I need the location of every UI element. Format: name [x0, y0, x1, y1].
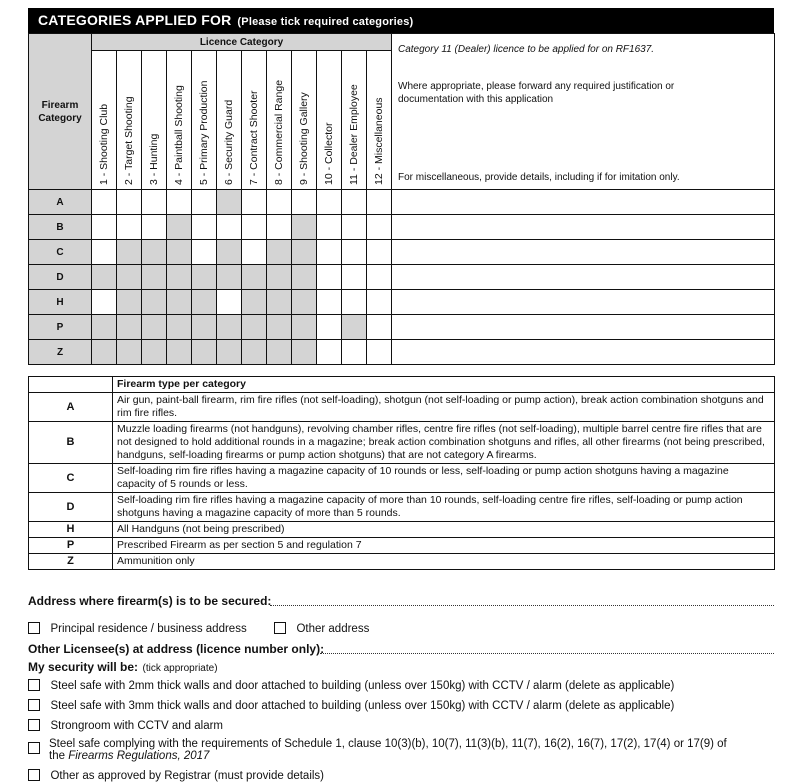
grid-tick-cell[interactable]: [267, 190, 292, 215]
grid-tick-cell[interactable]: [192, 215, 217, 240]
licence-column-label: 2 - Target Shooting: [123, 96, 135, 185]
grid-tick-cell[interactable]: [317, 265, 342, 290]
grid-cell-unavailable: [92, 315, 117, 340]
grid-cell-unavailable: [292, 290, 317, 315]
firearm-type-row: [29, 493, 775, 522]
licence-column-label: 11 - Dealer Employee: [348, 84, 360, 185]
grid-cell-unavailable: [242, 265, 267, 290]
grid-cell-unavailable: [267, 265, 292, 290]
firearm-types-table: [28, 376, 775, 570]
grid-row: [29, 290, 775, 315]
grid-tick-cell[interactable]: [92, 190, 117, 215]
grid-cell-unavailable: [342, 315, 367, 340]
security-strongroom-label: Strongroom with CCTV and alarm: [50, 720, 224, 732]
grid-cell-unavailable: [142, 240, 167, 265]
firearm-type-row: [29, 393, 775, 422]
grid-cell-unavailable: [167, 340, 192, 365]
grid-notes: [392, 34, 775, 190]
grid-cell-unavailable: [267, 240, 292, 265]
other-address-label: Other address: [296, 623, 370, 635]
security-strongroom-checkbox[interactable]: [28, 719, 40, 731]
types-header: Firearm type per category: [113, 377, 775, 393]
firearm-type-row: [29, 522, 775, 538]
grid-notes-cell: [392, 290, 775, 315]
grid-cell-unavailable: [192, 265, 217, 290]
principal-residence-label: Principal residence / business address: [50, 623, 247, 635]
grid-cell-unavailable: [117, 340, 142, 365]
address-line[interactable]: [270, 605, 774, 606]
security-schedule-line2: the Firearms Regulations, 2017: [49, 750, 210, 762]
grid-cell-unavailable: [242, 340, 267, 365]
grid-row: [29, 190, 775, 215]
licence-column-header: [242, 51, 267, 190]
firearm-category-label: P: [29, 315, 92, 340]
grid-tick-cell[interactable]: [367, 240, 392, 265]
grid-tick-cell[interactable]: [142, 190, 167, 215]
grid-cell-unavailable: [267, 290, 292, 315]
security-other-checkbox[interactable]: [28, 769, 40, 781]
security-option-2mm[interactable]: [28, 676, 674, 694]
grid-tick-cell[interactable]: [367, 315, 392, 340]
firearm-type-description: Muzzle loading firearms (not handguns), revolving chamber rifles, centre fire rifles (not self-loading), multiple barrel centre fire rifles that are not designed to hold additional rounds in a magazine; break action combination shotguns and rifles, all other firearms (not being prescribed, handguns, self-loading firearms or pump action shotguns) that are not category A firearms.: [113, 422, 775, 464]
grid-cell-unavailable: [117, 240, 142, 265]
firearm-type-row: [29, 422, 775, 464]
grid-tick-cell[interactable]: [242, 215, 267, 240]
grid-cell-unavailable: [167, 315, 192, 340]
grid-cell-unavailable: [142, 340, 167, 365]
grid-cell-unavailable: [292, 265, 317, 290]
grid-tick-cell[interactable]: [217, 215, 242, 240]
grid-row: [29, 315, 775, 340]
grid-cell-unavailable: [167, 215, 192, 240]
grid-cell-unavailable: [142, 315, 167, 340]
grid-cell-unavailable: [242, 290, 267, 315]
grid-tick-cell[interactable]: [117, 190, 142, 215]
grid-cell-unavailable: [92, 340, 117, 365]
licence-column-label: 1 - Shooting Club: [98, 103, 110, 185]
security-option-3mm[interactable]: [28, 696, 674, 714]
grid-cell-unavailable: [167, 265, 192, 290]
grid-notes-cell: [392, 240, 775, 265]
section-title: CATEGORIES APPLIED FOR (Please tick required categories): [38, 12, 414, 28]
grid-cell-unavailable: [192, 290, 217, 315]
licence-column-header: [317, 51, 342, 190]
other-address-option[interactable]: [274, 619, 369, 637]
grid-cell-unavailable: [267, 315, 292, 340]
licence-category-header: Licence Category: [92, 34, 392, 51]
grid-tick-cell[interactable]: [242, 190, 267, 215]
licence-column-header: [342, 51, 367, 190]
grid-cell-unavailable: [167, 290, 192, 315]
grid-tick-cell[interactable]: [342, 265, 367, 290]
grid-tick-cell[interactable]: [317, 190, 342, 215]
firearm-category-label: H: [29, 290, 92, 315]
licence-column-label: 6 - Security Guard: [223, 99, 235, 185]
grid-notes-cell: [392, 340, 775, 365]
grid-tick-cell[interactable]: [367, 340, 392, 365]
security-hint: (tick appropriate): [142, 663, 218, 674]
grid-tick-cell[interactable]: [117, 215, 142, 240]
grid-tick-cell[interactable]: [217, 290, 242, 315]
licence-column-label: 7 - Contract Shooter: [248, 90, 260, 185]
licence-column-label: 8 - Commercial Range: [273, 79, 285, 185]
grid-cell-unavailable: [217, 190, 242, 215]
regulations-title: Firearms Regulations, 2017: [68, 750, 210, 762]
grid-tick-cell[interactable]: [367, 290, 392, 315]
types-corner: [29, 377, 113, 393]
grid-cell-unavailable: [267, 340, 292, 365]
licence-column-header: [92, 51, 117, 190]
licence-column-header: [167, 51, 192, 190]
grid-cell-unavailable: [117, 315, 142, 340]
grid-row: [29, 265, 775, 290]
firearm-category-label: D: [29, 265, 92, 290]
security-schedule-line1: Steel safe complying with the requirements of Schedule 1, clause 10(3)(b), 10(7), 11(3)(b), 11(7), 16(2), 16(7), 17(2), 17(4) or 17(9) of: [49, 738, 727, 750]
firearm-category-label: B: [29, 215, 92, 240]
grid-tick-cell[interactable]: [342, 215, 367, 240]
grid-row: [29, 215, 775, 240]
grid-tick-cell[interactable]: [142, 215, 167, 240]
licence-column-header: [292, 51, 317, 190]
grid-row: [29, 340, 775, 365]
grid-tick-cell[interactable]: [342, 240, 367, 265]
licence-column-label: 5 - Primary Production: [198, 80, 210, 185]
grid-cell-unavailable: [217, 315, 242, 340]
licence-column-label: 4 - Paintball Shooting: [173, 85, 185, 185]
section-subtitle: (Please tick required categories): [237, 16, 414, 28]
grid-notes-cell: [392, 315, 775, 340]
licence-column-header: [117, 51, 142, 190]
grid-tick-cell[interactable]: [367, 190, 392, 215]
grid-tick-cell[interactable]: [342, 340, 367, 365]
security-label: My security will be:: [28, 660, 139, 674]
firearm-type-key: D: [29, 493, 113, 522]
firearm-type-key: B: [29, 422, 113, 464]
firearm-type-key: A: [29, 393, 113, 422]
section-header: [28, 8, 774, 33]
grid-cell-unavailable: [142, 290, 167, 315]
grid-tick-cell[interactable]: [317, 290, 342, 315]
grid-cell-unavailable: [242, 315, 267, 340]
grid-row: [29, 240, 775, 265]
licence-column-label: 9 - Shooting Gallery: [298, 92, 310, 185]
other-licensees-line[interactable]: [320, 653, 774, 654]
other-licensees-label: Other Licensee(s) at address (licence number only):: [28, 642, 325, 656]
grid-tick-cell[interactable]: [367, 265, 392, 290]
grid-cell-unavailable: [292, 340, 317, 365]
licence-column-header: [367, 51, 392, 190]
grid-tick-cell[interactable]: [317, 240, 342, 265]
note-miscellaneous: For miscellaneous, provide details, including if for imitation only.: [398, 172, 680, 183]
firearm-type-key: Z: [29, 554, 113, 570]
grid-cell-unavailable: [117, 290, 142, 315]
grid-tick-cell[interactable]: [317, 315, 342, 340]
grid-cell-unavailable: [217, 340, 242, 365]
address-label: Address where firearm(s) is to be secured:: [28, 594, 272, 608]
firearm-category-label: Z: [29, 340, 92, 365]
firearm-category-header: Firearm Category: [29, 34, 92, 190]
firearm-type-key: H: [29, 522, 113, 538]
grid-tick-cell[interactable]: [317, 215, 342, 240]
note-dealer: Category 11 (Dealer) licence to be applied for on RF1637.: [398, 44, 655, 55]
grid-tick-cell[interactable]: [92, 240, 117, 265]
firearm-category-label: C: [29, 240, 92, 265]
grid-tick-cell[interactable]: [292, 190, 317, 215]
security-option-other[interactable]: [28, 766, 324, 784]
licence-column-label: 3 - Hunting: [148, 133, 160, 185]
grid-cell-unavailable: [192, 315, 217, 340]
grid-cell-unavailable: [117, 265, 142, 290]
licence-column-header: [217, 51, 242, 190]
firearm-type-description: Prescribed Firearm as per section 5 and regulation 7: [113, 538, 775, 554]
licence-column-label: 12 - Miscellaneous: [373, 97, 385, 185]
principal-residence-checkbox[interactable]: [28, 622, 40, 634]
grid-tick-cell[interactable]: [267, 215, 292, 240]
firearm-type-row: [29, 554, 775, 570]
grid-cell-unavailable: [142, 265, 167, 290]
grid-cell-unavailable: [292, 315, 317, 340]
firearm-type-row: [29, 464, 775, 493]
grid-notes-cell: [392, 190, 775, 215]
grid-cell-unavailable: [192, 340, 217, 365]
licence-column-header: [142, 51, 167, 190]
security-option-strongroom[interactable]: [28, 716, 223, 734]
security-heading: [28, 658, 218, 676]
licence-column-label: 10 - Collector: [323, 122, 335, 185]
grid-tick-cell[interactable]: [92, 290, 117, 315]
grid-notes-cell: [392, 265, 775, 290]
firearm-type-description: All Handguns (not being prescribed): [113, 522, 775, 538]
grid-tick-cell[interactable]: [342, 290, 367, 315]
security-other-label: Other as approved by Registrar (must provide details): [50, 770, 325, 782]
firearm-type-description: Ammunition only: [113, 554, 775, 570]
firearm-type-key: C: [29, 464, 113, 493]
principal-residence-option[interactable]: [28, 619, 247, 637]
security-schedule-label: [49, 738, 779, 762]
grid-cell-unavailable: [217, 265, 242, 290]
firearm-category-label: A: [29, 190, 92, 215]
security-3mm-label: Steel safe with 3mm thick walls and door attached to building (unless over 150kg) with CCTV / alarm (delete as applicable): [50, 700, 675, 712]
licence-column-header: [192, 51, 217, 190]
security-3mm-checkbox[interactable]: [28, 699, 40, 711]
security-2mm-checkbox[interactable]: [28, 679, 40, 691]
category-grid: [28, 33, 775, 365]
grid-tick-cell[interactable]: [367, 215, 392, 240]
grid-cell-unavailable: [167, 240, 192, 265]
firearm-type-key: P: [29, 538, 113, 554]
grid-notes-cell: [392, 215, 775, 240]
security-2mm-label: Steel safe with 2mm thick walls and door attached to building (unless over 150kg) with CCTV / alarm (delete as applicable): [50, 680, 675, 692]
licence-column-header: [267, 51, 292, 190]
grid-tick-cell[interactable]: [167, 190, 192, 215]
grid-tick-cell[interactable]: [92, 215, 117, 240]
grid-cell-unavailable: [92, 265, 117, 290]
firearm-type-row: [29, 538, 775, 554]
other-address-checkbox[interactable]: [274, 622, 286, 634]
firearm-type-description: Air gun, paint-ball firearm, rim fire rifles (not self-loading), shotgun (not self-loading or pump action), break action combination shotguns and rim fire rifles.: [113, 393, 775, 422]
grid-tick-cell[interactable]: [192, 190, 217, 215]
grid-cell-unavailable: [292, 215, 317, 240]
note-justification: Where appropriate, please forward any required justification or documentation with this application: [398, 81, 675, 105]
firearm-type-description: Self-loading rim fire rifles having a magazine capacity of 10 rounds or less, self-loading or pump action shotguns having a magazine capacity of 5 rounds or less.: [113, 464, 775, 493]
grid-tick-cell[interactable]: [317, 340, 342, 365]
grid-tick-cell[interactable]: [192, 240, 217, 265]
grid-tick-cell[interactable]: [242, 240, 267, 265]
firearm-type-description: Self-loading rim fire rifles having a magazine capacity of more than 10 rounds, self-loading centre fire rifles, self-loading or pump action shotguns having a magazine capacity of more than 5 rounds.: [113, 493, 775, 522]
security-schedule-checkbox[interactable]: [28, 742, 40, 754]
grid-tick-cell[interactable]: [342, 190, 367, 215]
grid-cell-unavailable: [292, 240, 317, 265]
grid-cell-unavailable: [217, 240, 242, 265]
